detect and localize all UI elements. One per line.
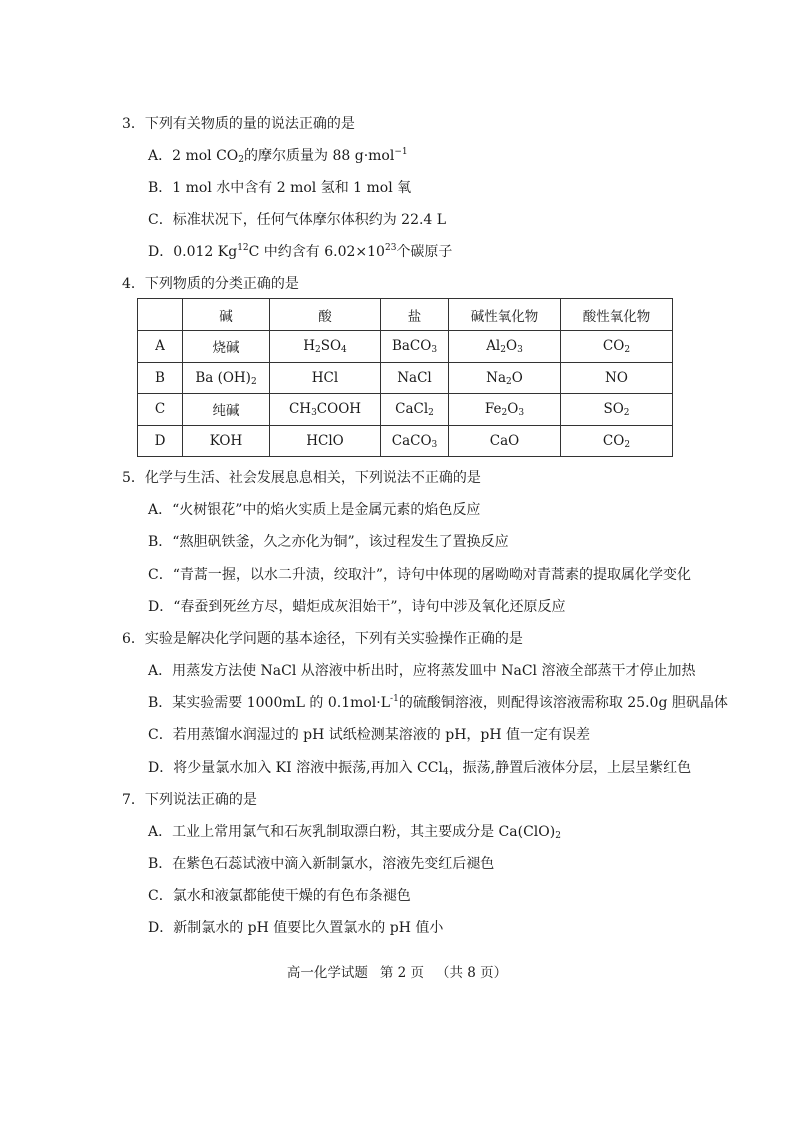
table-header-cell: 酸: [270, 299, 381, 331]
row-label: C: [138, 394, 183, 426]
cell-acidic-oxide: $SO_2$: [561, 394, 673, 426]
table-header-cell: 盐: [381, 299, 449, 331]
cell-acidic-oxide: $CO_2$: [561, 425, 673, 457]
question-3-stem: 3．下列有关物质的量的说法正确的是: [122, 116, 355, 132]
row-label: A: [138, 331, 183, 363]
question-3-option-a: A．2 mol $CO_2$的摩尔质量为 88 g·mol$^{-1}$: [148, 147, 408, 165]
table-header-cell: 酸性氧化物: [561, 299, 673, 331]
cell-basic-oxide: $Na_2O$: [449, 362, 561, 394]
question-5-stem: 5．化学与生活、社会发展息息相关，下列说法不正确的是: [122, 470, 481, 486]
cell-acid: HCl: [270, 362, 381, 394]
question-5-option-b: B．“熬胆矾铁釜，久之亦化为铜”，该过程发生了置换反应: [148, 534, 509, 550]
question-6-option-d: D．将少量氯水加入 KI 溶液中振荡,再加入 CCl$_4$，振荡,静置后液体分层，上层呈紫红色: [148, 760, 692, 777]
cell-base: Ba $(OH)_2$: [183, 362, 270, 394]
page-footer: [0, 961, 794, 981]
question-7-option-d: D．新制氯水的 pH 值要比久置氯水的 pH 值小: [148, 920, 444, 936]
question-7-stem: 7．下列说法正确的是: [122, 792, 257, 808]
cell-base: 纯碱: [183, 394, 270, 426]
cell-basic-oxide: $Al_2O_3$: [449, 331, 561, 363]
footer-page: 第 2 页: [379, 965, 424, 981]
cell-salt: NaCl: [381, 362, 449, 394]
cell-acid: HClO: [270, 425, 381, 457]
cell-acid: $H_2SO_4$: [270, 331, 381, 363]
footer-title: 高一化学试题: [286, 965, 368, 981]
question-6-option-c: C．若用蒸馏水润湿过的 pH 试纸检测某溶液的 pH，pH 值一定有误差: [148, 727, 591, 743]
footer-total: （共 8 页）: [436, 965, 508, 981]
classification-table: [137, 298, 673, 457]
row-label: B: [138, 362, 183, 394]
table-header-cell: [138, 299, 183, 331]
cell-acidic-oxide: NO: [561, 362, 673, 394]
cell-acidic-oxide: $CO_2$: [561, 331, 673, 363]
question-3-option-b: B．1 mol 水中含有 2 mol 氢和 1 mol 氧: [148, 180, 412, 196]
table-row: [138, 331, 673, 363]
cell-basic-oxide: $Fe_2O_3$: [449, 394, 561, 426]
question-5-option-c: C．“青蒿一握，以水二升渍，绞取汁”，诗句中体现的屠呦呦对青蒿素的提取属化学变化: [148, 567, 692, 583]
question-3-option-c: C．标准状况下，任何气体摩尔体积约为 22.4 L: [148, 212, 447, 228]
question-7-option-c: C．氯水和液氯都能使干燥的有色布条褪色: [148, 888, 411, 904]
cell-salt: BaCO$_3$: [381, 331, 449, 363]
question-7-option-b: B．在紫色石蕊试液中滴入新制氯水，溶液先变红后褪色: [148, 856, 495, 872]
table-header-cell: 碱性氧化物: [449, 299, 561, 331]
question-7-option-a: A．工业上常用氯气和石灰乳制取漂白粉，其主要成分是 $Ca(ClO)_2$: [148, 824, 561, 841]
row-label: D: [138, 425, 183, 457]
question-6-option-b: B．某实验需要 1000mL 的 $0.1mol\cdot L^{-1}$的硫酸铜溶液，则配得该溶液需称取 25.0g 胆矾晶体: [148, 694, 728, 711]
question-4-stem: 4．下列物质的分类正确的是: [122, 276, 299, 292]
table-row: [138, 362, 673, 394]
cell-base: KOH: [183, 425, 270, 457]
cell-salt: CaCl$_2$: [381, 394, 449, 426]
question-3-option-d: D．0.012 Kg$^{12}$C 中约含有 $6.02\times 10^{23}$个碳原子: [148, 243, 453, 260]
question-6-option-a: A．用蒸发方法使 NaCl 从溶液中析出时，应将蒸发皿中 NaCl 溶液全部蒸干才停止加热: [148, 663, 696, 679]
table-header-cell: 碱: [183, 299, 270, 331]
question-5-option-a: A．“火树银花”中的焰火实质上是金属元素的焰色反应: [148, 502, 481, 518]
cell-salt: CaCO$_3$: [381, 425, 449, 457]
table-header-row: [138, 299, 673, 331]
question-5-option-d: D．“春蚕到死丝方尽，蜡炬成灰泪始干”，诗句中涉及氧化还原反应: [148, 599, 566, 615]
question-6-stem: 6．实验是解决化学问题的基本途径，下列有关实验操作正确的是: [122, 631, 523, 647]
cell-acid: $CH_3COOH$: [270, 394, 381, 426]
cell-base: 烧碱: [183, 331, 270, 363]
table-row: [138, 425, 673, 457]
cell-basic-oxide: CaO: [449, 425, 561, 457]
table-row: [138, 394, 673, 426]
